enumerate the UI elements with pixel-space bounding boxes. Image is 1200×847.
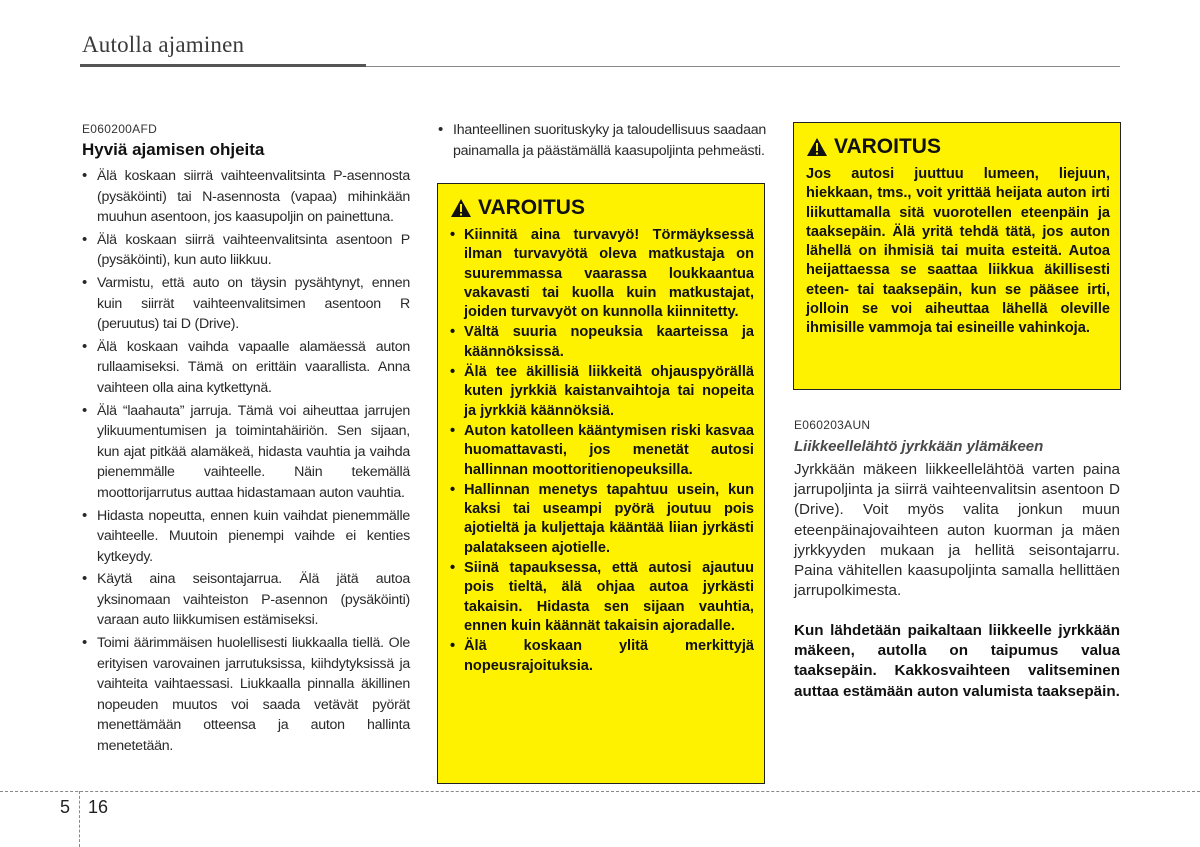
list-item: • Älä koskaan vaihda vapaalle alamäessä auton rullaamiseksi. Tämä on erittäin vaarallista. Anna vaihteen olla aina kytkettynä. bbox=[80, 337, 410, 399]
section-code: E060200AFD bbox=[82, 122, 158, 136]
warning-list bbox=[450, 226, 754, 676]
warning-text: Jos autosi juuttuu lumeen, liejuun, hiekkaan, tms., voit yrittää heijata auton irti liikuttamalla sitä vuorotellen eteenpäin ja taaksepäin. Älä yritä tehdä tätä, jos auton lähellä on ihmisiä tai muita esteitä. Autoa heijattaessa se saattaa liikkua äkillisesti eteen- tai taaksepäin, kun se pääsee irti, jolloin se voi aiheuttaa lähellä oleville ihmisille vammoja tai esineille vahinkoja. bbox=[806, 166, 1110, 337]
section-body: Jyrkkään mäkeen liikkeellelähtöä varten paina jarrupoljinta ja siirrä vaihteenvalitsin asentoon D (Drive). Voit myös valita jonkun muun eteenpäinajovaihteen auton kuorman ja mäen jyrkkyyden mukaan ja hellitä seisontajarru. Paina vähitellen kaasupoljinta samalla hellittäen jarrupolkimesta. bbox=[794, 461, 1120, 600]
warning-item: • Auton katolleen kääntymisen riski kasvaa huomattavasti, jos menetät autosi hallinnan moottoritienopeuksilla. bbox=[450, 422, 754, 480]
tips-list-continued bbox=[436, 120, 766, 163]
footer-vertical-divider bbox=[79, 791, 80, 847]
list-item: • Hidasta nopeutta, ennen kuin vaihdat pienemmälle vaihteelle. Muutoin pienempi vaihde ei kenties kytkeydy. bbox=[80, 506, 410, 568]
page-number: 16 bbox=[88, 797, 109, 817]
list-item: • Älä koskaan siirrä vaihteenvalitsinta asentoon P (pysäköinti), kun auto liikkuu. bbox=[80, 230, 410, 271]
warning-item: • Älä koskaan ylitä merkittyjä nopeusrajoituksia. bbox=[450, 637, 754, 676]
section-body-bold: Kun lähdetään paikaltaan liikkeelle jyrkkään mäkeen, autolla on taipumus valua taaksepäin. Kakkosvaihteen valitseminen auttaa estämään auton valumista taaksepäin. bbox=[794, 622, 1120, 700]
warning-item: • Kiinnitä aina turvavyö! Törmäyksessä ilman turvavyötä oleva matkustaja on suuremmassa vaarassa loukkaantua vakavasti tai kuolla kuin matkustajat, joiden turvavyöt on kunnolla kiinnitetty. bbox=[450, 226, 754, 322]
warning-box bbox=[437, 183, 765, 784]
section-subheading: Liikkeellelähtö jyrkkään ylämäkeen bbox=[794, 438, 1044, 455]
list-item: • Toimi äärimmäisen huolellisesti liukkaalla tiellä. Ole erityisen varovainen jarrutuksissa, kiihdytyksissä ja vaihteita vaihtaessasi. Liukkaalla pinnalla äkillinen nopeuden muutos voi saada vetävät pyörät menettämään otteensa ja auton hallinta menetetään. bbox=[80, 633, 410, 757]
warning-title-text: VAROITUS bbox=[834, 135, 941, 158]
footer-divider bbox=[0, 791, 1200, 792]
section-heading: Hyviä ajamisen ohjeita bbox=[82, 140, 265, 159]
section-code: E060203AUN bbox=[794, 418, 871, 432]
warning-item: • Siinä tapauksessa, että autosi ajautuu pois tieltä, älä ohjaa autoa jyrkästi takaisin. Hidasta sen sijaan vauhtia, ennen kuin käännät takaisin ajoradalle. bbox=[450, 559, 754, 636]
warning-item: • Hallinnan menetys tapahtuu usein, kun kaksi tai useampi pyörä joutuu pois ajotieltä ja kuljettaja kääntää liian jyrkästi palatakseen ajotielle. bbox=[450, 481, 754, 558]
warning-title-text: VAROITUS bbox=[478, 196, 585, 219]
header-rule-thin bbox=[366, 66, 1120, 67]
header-rule bbox=[80, 64, 366, 67]
warning-title bbox=[806, 135, 1110, 159]
warning-item: • Vältä suuria nopeuksia kaarteissa ja käännöksissä. bbox=[450, 323, 754, 362]
page-title: Autolla ajaminen bbox=[82, 32, 245, 57]
warning-triangle-icon bbox=[450, 198, 472, 218]
chapter-number: 5 bbox=[60, 797, 71, 817]
warning-box-stuck bbox=[793, 122, 1121, 390]
warning-item: • Älä tee äkillisiä liikkeitä ohjauspyörällä kuten jyrkkiä kaistanvaihtoja tai nopeita ja jyrkkiä käännöksiä. bbox=[450, 363, 754, 421]
list-item: • Älä koskaan siirrä vaihteenvalitsinta P-asennosta (pysäköinti) tai N-asennosta (vapaa) mihinkään muuhun asentoon, jos kaasupoljin on painettuna. bbox=[80, 166, 410, 228]
list-item: • Varmistu, että auto on täysin pysähtynyt, ennen kuin siirrät vaihteenvalitsimen asentoon R (peruutus) tai D (Drive). bbox=[80, 273, 410, 335]
tips-list bbox=[80, 166, 410, 759]
warning-triangle-icon bbox=[806, 137, 828, 157]
list-item: • Käytä aina seisontajarrua. Älä jätä autoa yksinomaan vaihteiston P-asennon (pysäköinti) varaan auto liikkumisen estämiseksi. bbox=[80, 569, 410, 631]
list-item: • Ihanteellinen suorituskyky ja taloudellisuus saadaan painamalla ja päästämällä kaasupoljinta pehmeästi. bbox=[436, 120, 766, 161]
list-item: • Älä “laahauta” jarruja. Tämä voi aiheuttaa jarrujen ylikuumentumisen ja toimintahäiriön. Sen sijaan, kun ajat pitkää alamäkeä, hidasta vauhtia ja vaihda pienemmälle vaihteelle. Näin tekemällä moottorijarrutus auttaa hidastamaan auton vauhtia. bbox=[80, 401, 410, 504]
warning-title bbox=[450, 196, 754, 220]
